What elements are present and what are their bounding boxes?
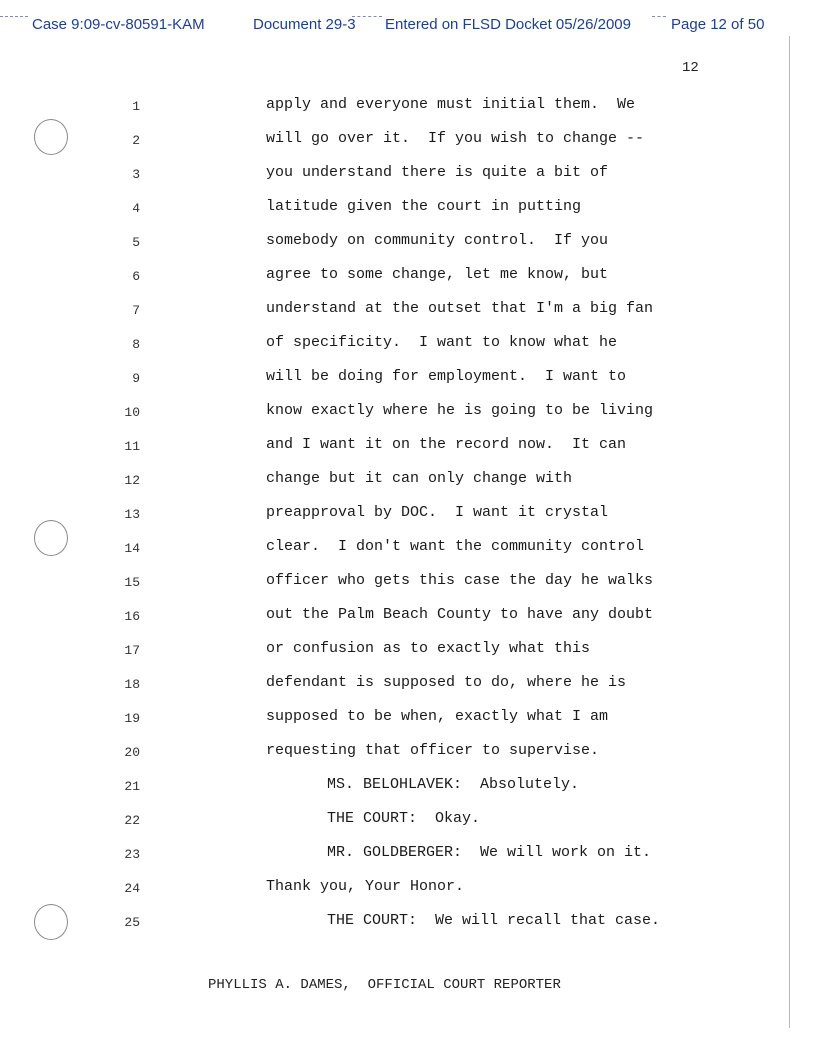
line-number: 17 xyxy=(124,643,140,658)
line-text: defendant is supposed to do, where he is xyxy=(266,674,627,691)
punch-hole xyxy=(34,119,68,155)
line-number: 2 xyxy=(132,133,140,148)
line-text: MS. BELOHLAVEK: Absolutely. xyxy=(327,776,580,793)
line-text: MR. GOLDBERGER: We will work on it. xyxy=(327,844,652,861)
line-text: will be doing for employment. I want to xyxy=(266,368,627,385)
line-number: 23 xyxy=(124,847,140,862)
line-number: 13 xyxy=(124,507,140,522)
line-number: 1 xyxy=(132,99,140,114)
header-dash xyxy=(352,16,382,17)
line-number: 9 xyxy=(132,371,140,386)
header-dash xyxy=(0,16,28,17)
line-text: agree to some change, let me know, but xyxy=(266,266,609,283)
page-number: 12 xyxy=(682,60,699,76)
line-number: 8 xyxy=(132,337,140,352)
line-number: 18 xyxy=(124,677,140,692)
line-number: 3 xyxy=(132,167,140,182)
line-number: 14 xyxy=(124,541,140,556)
document-number: Document 29-3 xyxy=(253,16,356,33)
line-number: 11 xyxy=(124,439,140,454)
line-text: preapproval by DOC. I want it crystal xyxy=(266,504,609,521)
page-right-edge xyxy=(789,36,790,1028)
line-number: 25 xyxy=(124,915,140,930)
line-text: know exactly where he is going to be living xyxy=(266,402,654,419)
line-text: supposed to be when, exactly what I am xyxy=(266,708,609,725)
line-number: 12 xyxy=(124,473,140,488)
line-text: change but it can only change with xyxy=(266,470,573,487)
line-text: THE COURT: Okay. xyxy=(327,810,481,827)
line-text: officer who gets this case the day he walks xyxy=(266,572,654,589)
line-number: 16 xyxy=(124,609,140,624)
line-number: 6 xyxy=(132,269,140,284)
line-text: requesting that officer to supervise. xyxy=(266,742,600,759)
line-text: will go over it. If you wish to change -- xyxy=(266,130,645,147)
line-text: apply and everyone must initial them. We xyxy=(266,96,636,113)
header-dash xyxy=(652,16,666,17)
docket-entry-date: Entered on FLSD Docket 05/26/2009 xyxy=(385,16,631,33)
line-text: somebody on community control. If you xyxy=(266,232,609,249)
line-text: out the Palm Beach County to have any doubt xyxy=(266,606,654,623)
line-number: 22 xyxy=(124,813,140,828)
case-number: Case 9:09-cv-80591-KAM xyxy=(32,16,205,33)
line-number: 4 xyxy=(132,201,140,216)
line-number: 21 xyxy=(124,779,140,794)
line-number: 19 xyxy=(124,711,140,726)
line-number: 7 xyxy=(132,303,140,318)
line-text: understand at the outset that I'm a big fan xyxy=(266,300,654,317)
page-indicator: Page 12 of 50 xyxy=(671,16,765,33)
punch-hole xyxy=(34,904,68,940)
court-reporter-footer: PHYLLIS A. DAMES, OFFICIAL COURT REPORTER xyxy=(208,977,561,993)
line-text: THE COURT: We will recall that case. xyxy=(327,912,661,929)
line-text: and I want it on the record now. It can xyxy=(266,436,627,453)
line-text: latitude given the court in putting xyxy=(266,198,582,215)
punch-hole xyxy=(34,520,68,556)
line-number: 10 xyxy=(124,405,140,420)
line-text: Thank you, Your Honor. xyxy=(266,878,465,895)
line-text: clear. I don't want the community control xyxy=(266,538,645,555)
line-text: of specificity. I want to know what he xyxy=(266,334,618,351)
line-number: 24 xyxy=(124,881,140,896)
line-text: or confusion as to exactly what this xyxy=(266,640,591,657)
docket-header xyxy=(0,16,780,38)
line-number: 15 xyxy=(124,575,140,590)
line-text: you understand there is quite a bit of xyxy=(266,164,609,181)
line-number: 5 xyxy=(132,235,140,250)
line-number: 20 xyxy=(124,745,140,760)
